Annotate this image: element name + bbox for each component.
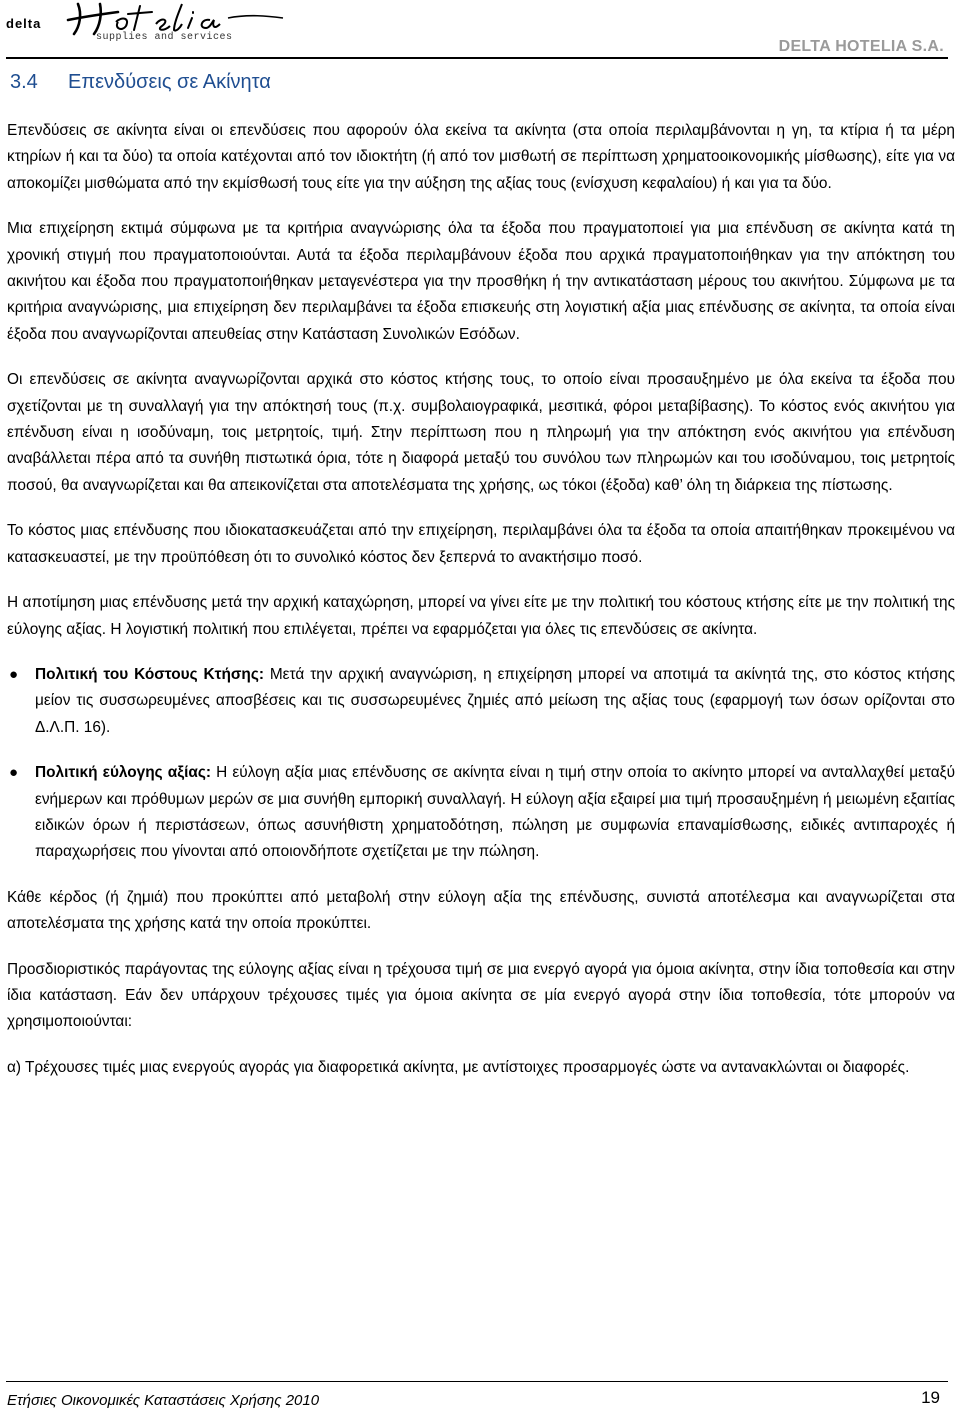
paragraph: Επενδύσεις σε ακίνητα είναι οι επενδύσεις που αφορούν όλα εκείνα τα ακίνητα (στα οποία περιλαμβάνονται η γη, τα κτίρια ή τα μέρη κτηρίων ή και τα δύο) τα οποία κατέχονται από τον ιδιοκτήτη (ή από τον μισθωτή σε περίπτωση χρηματοοικονομικής μίσθωσης), είτε για να αποκομίζει μισθώματα από την εκμίσθωσή τους είτε για την αύξηση της αξίας τους (ενίσχυση κεφαλαίου) ή και για τα δύο.	[7, 122, 955, 192]
document-body	[7, 118, 955, 1100]
footer-divider	[6, 1381, 948, 1382]
paragraph: Οι επενδύσεις σε ακίνητα αναγνωρίζονται αρχικά στο κόστος κτήσης τους, το οποίο είναι προσαυξημένο με όλα εκείνα τα έξοδα που σχετίζονται με τη συναλλαγή για την απόκτησή τους (π.χ. συμβολαιογραφικά, μεσιτικά, φόροι μεταβίβασης). Το κόστος ενός ακινήτου για επένδυση είναι η ισοδύναμη, τοις μετρητοίς, τιμή. Στην περίπτωση που η πληρωμή για την απόκτηση ενός ακινήτου για επένδυση αναβάλλεται πέρα από τα συνήθη πιστωτικά όρια, τότε η διαφορά μεταξύ του συνόλου των πληρωμών και του ισοδύναμου, τοις μετρητοίς ποσού, θα αναγνωρίζεται και θα απεικονίζεται στα αποτελέσματα της χρήσης, ως τόκοι (έξοδα) καθ’ όλη τη διάρκεια της πίστωσης.	[7, 371, 955, 494]
logo-subtitle: supplies and services	[96, 32, 233, 43]
bullet-dot-icon: ●	[9, 764, 19, 782]
section-number: 3.4	[10, 71, 38, 93]
paragraph: Κάθε κέρδος (ή ζημιά) που προκύπτει από μεταβολή στην εύλογη αξία της επένδυσης, συνιστά αποτέλεσμα και αναγνωρίζεται στα αποτελέσματα της χρήσης κατά την οποία προκύπτει.	[7, 888, 955, 933]
paragraph: Μια επιχείρηση εκτιμά σύμφωνα με τα κριτήρια αναγνώρισης όλα τα έξοδα που πραγματοποιεί για μια επένδυση σε ακίνητα κατά τη χρονική στιγμή που πραγματοποιούνται. Αυτά τα έξοδα περιλαμβάνουν έξοδα που αρχικά πραγματοποιήθηκαν για την απόκτηση του ακινήτου και έξοδα που πραγματοποιήθηκαν μεταγενέστερα για την προσθήκη ή την αντικατάσταση μέρους του ακινήτου. Σύμφωνα με τα κριτήρια αναγνώρισης, μια επιχείρηση δεν περιλαμβάνει τα έξοδα επισκευής στη λογιστική αξία μιας επένδυσης σε ακίνητα, τα οποία είναι έξοδα που αναγνωρίζονται απευθείας στην Κατάσταση Συνολικών Εσόδων.	[7, 220, 955, 343]
logo-word: delta	[6, 16, 42, 31]
paragraph: Η αποτίμηση μιας επένδυσης μετά την αρχική καταχώρηση, μπορεί να γίνει είτε με την πολιτική του κόστους κτήσης είτε με την πολιτική της εύλογης αξίας. Η λογιστική πολιτική που επιλέγεται, πρέπει να εφαρμόζεται για όλες τις επενδύσεις σε ακίνητα.	[7, 594, 955, 638]
paragraph: Προσδιοριστικός παράγοντας της εύλογης αξίας είναι η τρέχουσα τιμή σε μια ενεργό αγορά για όμοια ακίνητα, στην ίδια τοποθεσία και στην ίδια κατάσταση. Εάν δεν υπάρχουν τρέχουσες τιμές για όμοια ακίνητα σε μία ενεργό αγορά στην ίδια τοποθεσία, τότε μπορούν να χρησιμοποιούνται:	[7, 960, 955, 1031]
bullet-list	[7, 662, 955, 866]
paragraph: α) Τρέχουσες τιμές μιας ενεργούς αγοράς για διαφορετικά ακίνητα, με αντίστοιχες προσαρμογές ώστε να αντανακλώνται οι διαφορές.	[7, 1058, 910, 1076]
paragraph: Το κόστος μιας επένδυσης που ιδιοκατασκευάζεται από την επιχείρηση, περιλαμβάνει όλα τα έξοδα τα οποία απαιτήθηκαν προκειμένου να κατασκευαστεί, με την προϋπόθεση ότι το συνολικό κόστος δεν ξεπερνά το ανακτήσιμο ποσό.	[7, 522, 955, 566]
page-header	[0, 0, 960, 68]
footer-text: Ετήσιες Οικονομικές Καταστάσεις Χρήσης 2010	[7, 1392, 320, 1409]
bullet-term: Πολιτική εύλογης αξίας:	[35, 764, 211, 782]
bullet-dot-icon: ●	[9, 665, 19, 683]
company-name: DELTA HOTELIA S.A.	[778, 38, 944, 55]
bullet-item	[7, 760, 955, 866]
section-title: Επενδύσεις σε Ακίνητα	[68, 71, 271, 93]
header-divider	[6, 57, 948, 59]
bullet-text: Η εύλογη αξία μιας επένδυσης σε ακίνητα είναι η τιμή στην οποία το ακίνητο μπορεί να ανταλλαχθεί μεταξύ ενήμερων και πρόθυμων μερών σε μια συνήθη εμπορική συναλλαγή. Η εύλογη αξία εξαιρεί μια τιμή προσαυξημένη ή μειωμένη εξαιτίας ειδικών όρων ή περιστάσεων, όπως ασυνήθιστη χρηματοδότηση, πώληση με συμφωνία επαναμίσθωσης, ειδικές αντιπαροχές ή παραχωρήσεις που γίνονται από οποιονδήποτε σχετίζεται με την πώληση.	[35, 764, 955, 861]
page-number: 19	[921, 1388, 940, 1407]
bullet-term: Πολιτική του Κόστους Κτήσης:	[35, 665, 264, 683]
bullet-text: Μετά την αρχική αναγνώριση, η επιχείρηση μπορεί να αποτιμά τα ακίνητά της, στο κόστος κτήσης μείον τις συσσωρευμένες αποσβέσεις και τις συσσωρευμένες ζημιές από μείωση της αξίας τους (εφαρμογή των όσων ορίζονται στο Δ.Λ.Π. 16).	[35, 665, 956, 736]
section-heading	[10, 71, 271, 94]
bullet-item	[7, 662, 955, 741]
